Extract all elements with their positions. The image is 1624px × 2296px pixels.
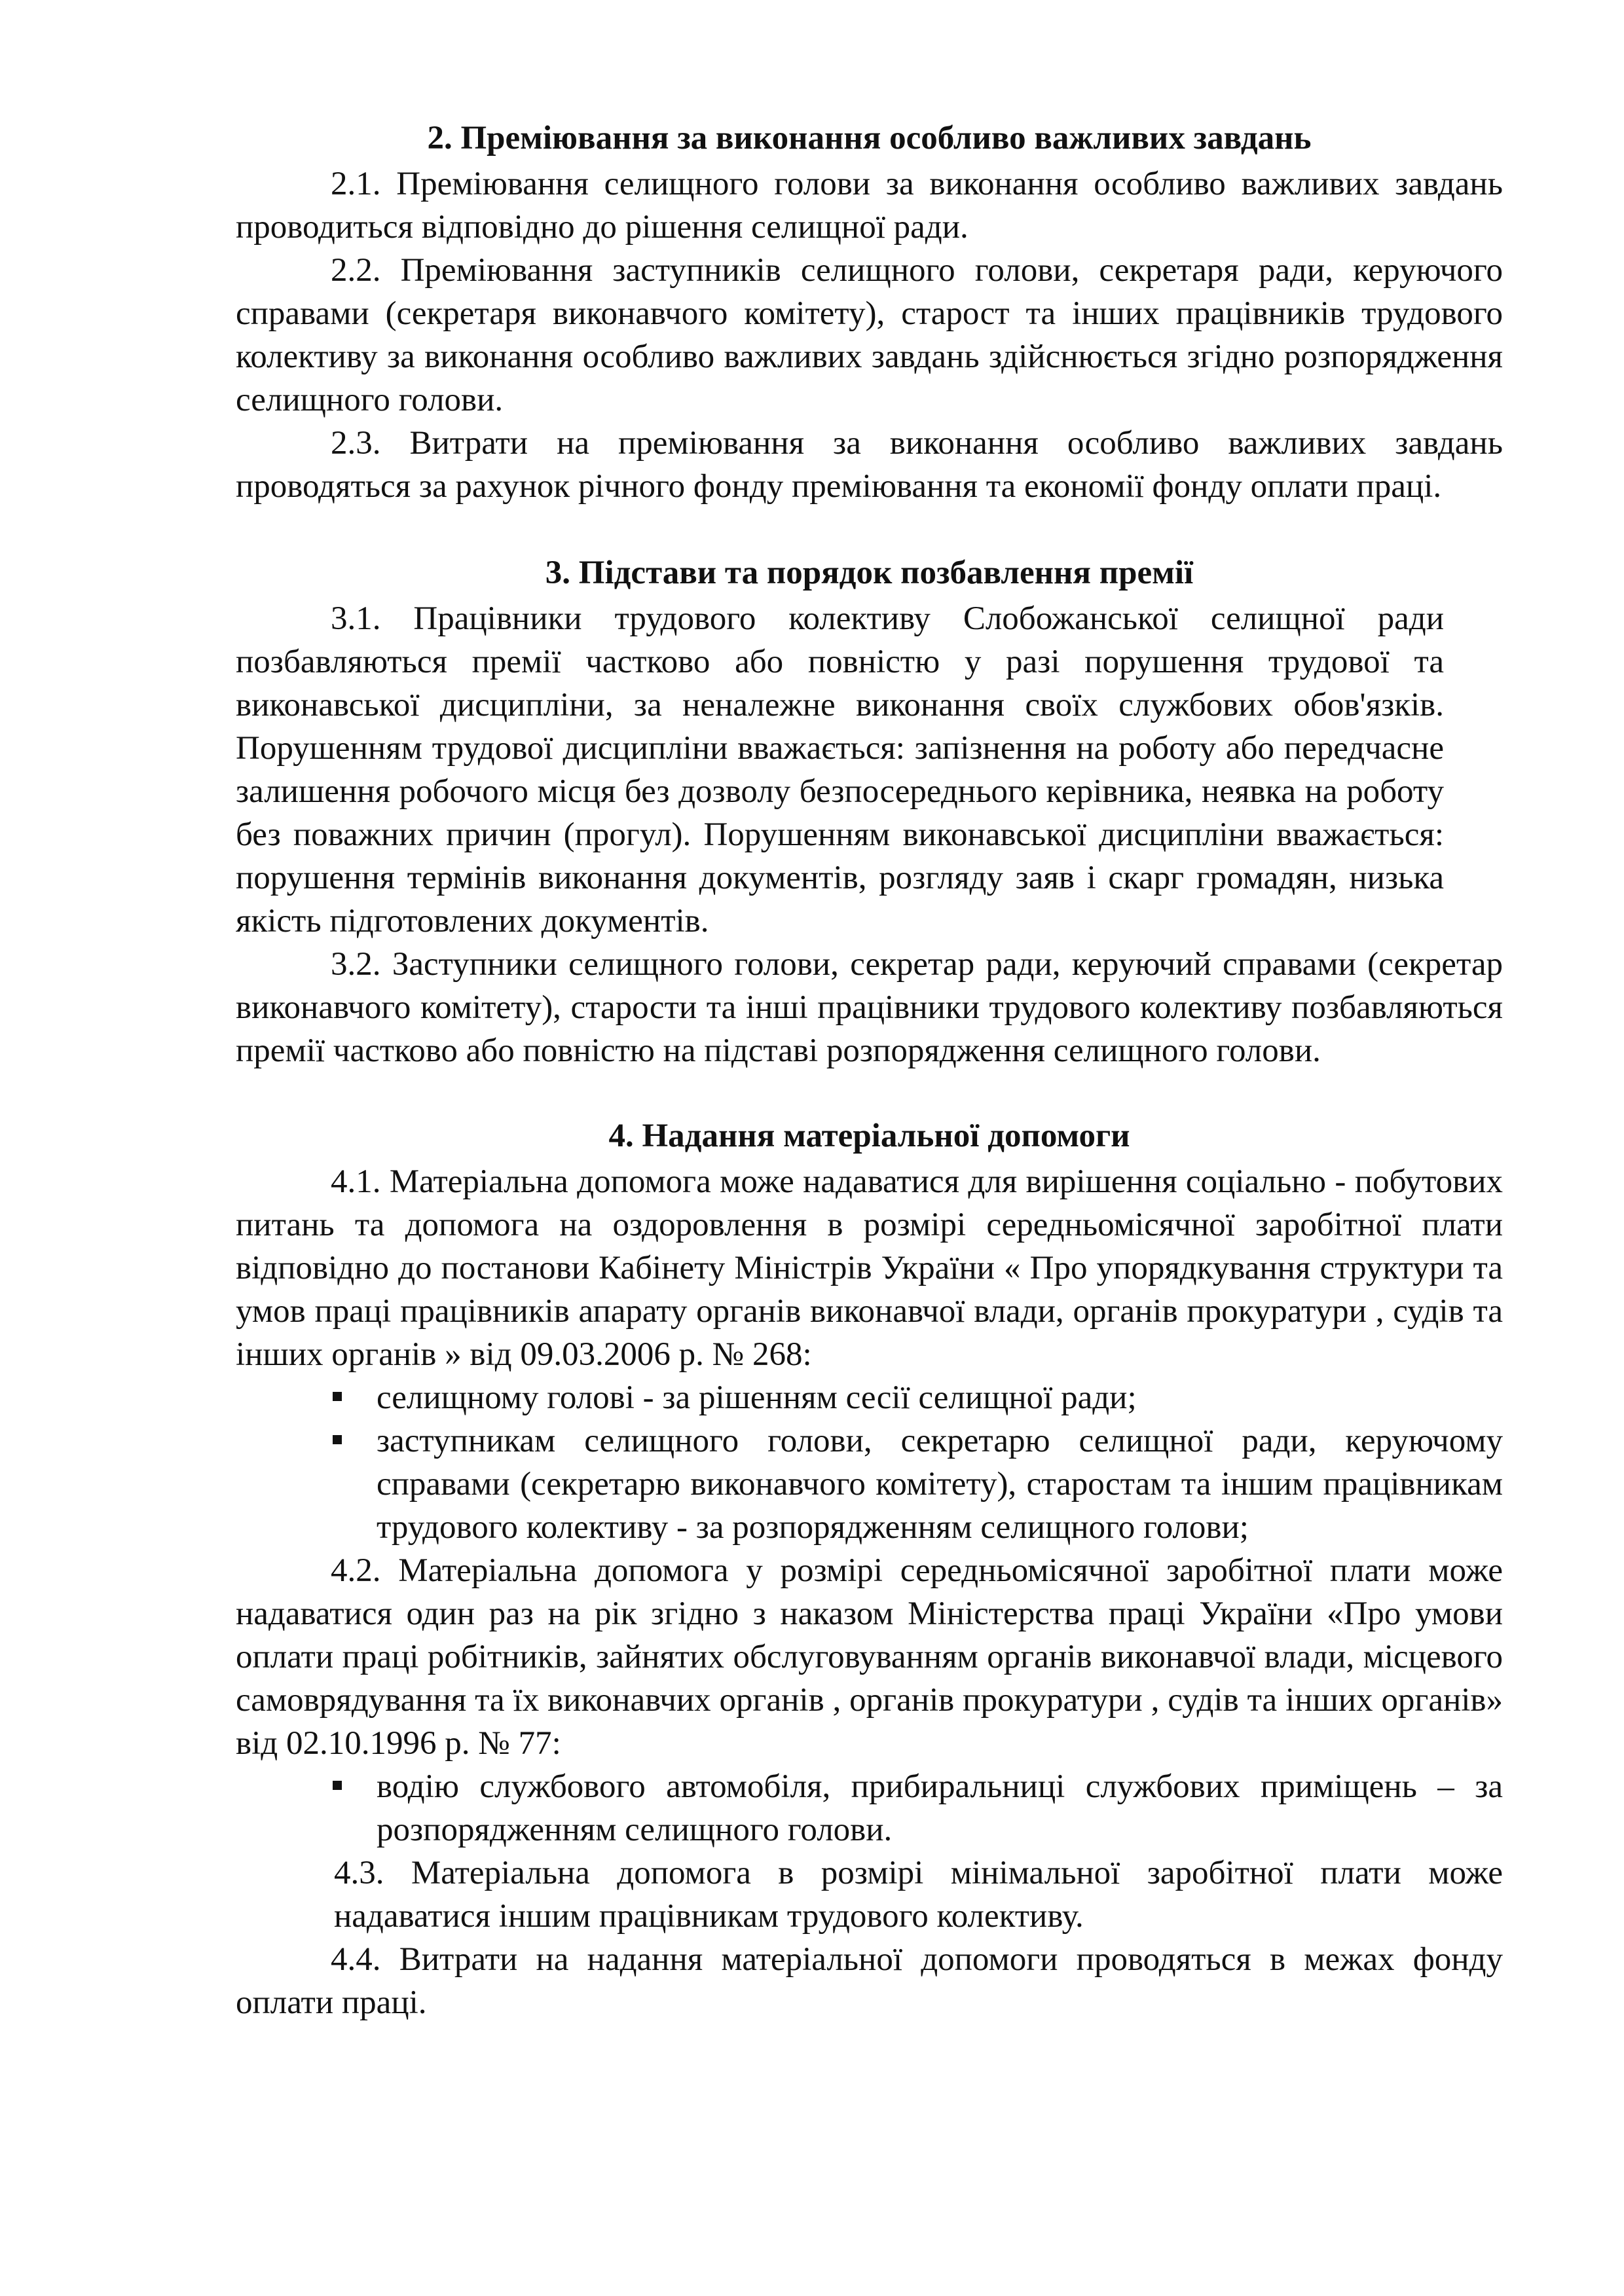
paragraph-3-2: 3.2. Заступники селищного голови, секретар ради, керуючий справами (секретар виконавчого комітету), старости та інші працівники трудового колективу позбавляються премії частково або повністю на підставі розпорядження селищного голови. xyxy=(236,946,1503,1069)
paragraph-4-2: 4.2. Матеріальна допомога у розмірі середньомісячної заробітної плати може надаватися один раз на рік згідно з наказом Міністерства праці України «Про умови оплати праці робітників, зайнятих обслуговуванням органів виконавчої влади, місцевого самоврядування та їх виконавчих органів , органів прокуратури , судів та інших органів» від 02.10.1996 р. № 77: xyxy=(236,1552,1503,1762)
square-bullet-icon xyxy=(333,1435,342,1444)
list-item xyxy=(236,1419,1503,1549)
list-item xyxy=(236,1765,1503,1851)
list-item-text: селищному голові - за рішенням сесії селищної ради; xyxy=(377,1379,1137,1416)
paragraph-2-1: 2.1. Преміювання селищного голови за виконання особливо важливих завдань проводиться відповідно до рішення селищної ради. xyxy=(236,166,1503,246)
section-2-heading: 2. Преміювання за виконання особливо важливих завдань xyxy=(427,120,1312,156)
list-item-text: водію службового автомобіля, прибиральниці службових приміщень – за розпорядженням селищного голови. xyxy=(377,1768,1503,1848)
section-2 xyxy=(236,117,1503,508)
square-bullet-icon xyxy=(333,1781,342,1790)
paragraph-4-3: 4.3. Матеріальна допомога в розмірі мінімальної заробітної плати може надаватися іншим працівникам трудового колективу. xyxy=(334,1855,1503,1935)
section-3-heading: 3. Підстави та порядок позбавлення премії xyxy=(545,555,1194,591)
document-page xyxy=(236,117,1503,2024)
paragraph-2-2: 2.2. Преміювання заступників селищного голови, секретаря ради, керуючого справами (секретаря виконавчого комітету), старост та інших працівників трудового колективу за виконання особливо важливих завдань здійснюється згідно розпорядження селищного голови. xyxy=(236,252,1503,418)
list-item xyxy=(236,1376,1503,1419)
paragraph-2-3: 2.3. Витрати на преміювання за виконання особливо важливих завдань проводяться за рахунок річного фонду преміювання та економії фонду оплати праці. xyxy=(236,425,1503,505)
paragraph-4-1: 4.1. Матеріальна допомога може надаватися для вирішення соціально - побутових питань та допомога на оздоровлення в розмірі середньомісячної заробітної плати відповідно до постанови Кабінету Міністрів України « Про упорядкування структури та умов праці працівників апарату органів виконавчої влади, органів прокуратури , судів та інших органів » від 09.03.2006 р. № 268: xyxy=(236,1163,1503,1373)
square-bullet-icon xyxy=(333,1392,342,1401)
section-4 xyxy=(236,1114,1503,2024)
paragraph-4-4: 4.4. Витрати на надання матеріальної допомоги проводяться в межах фонду оплати праці. xyxy=(236,1941,1503,2021)
bullet-list-4-1 xyxy=(236,1376,1503,1549)
section-3 xyxy=(236,551,1503,1072)
bullet-list-4-2 xyxy=(236,1765,1503,1851)
paragraph-3-1: 3.1. Працівники трудового колективу Слобожанської селищної ради позбавляються премії частково або повністю у разі порушення трудової та виконавської дисципліни, за неналежне виконання своїх службових обов'язків. Порушенням трудової дисципліни вважається: запізнення на роботу або передчасне залишення робочого місця без дозволу безпосереднього керівника, неявка на роботу без поважних причин (прогул). Порушенням виконавської дисципліни вважається: порушення термінів виконання документів, розгляду заяв і скарг громадян, низька якість підготовлених документів. xyxy=(236,600,1444,939)
list-item-text: заступникам селищного голови, секретарю селищної ради, керуючому справами (секретарю виконавчого комітету), старостам та іншим працівникам трудового колективу - за розпорядженням селищного голови; xyxy=(377,1423,1503,1546)
section-4-heading: 4. Надання матеріальної допомоги xyxy=(608,1118,1130,1154)
